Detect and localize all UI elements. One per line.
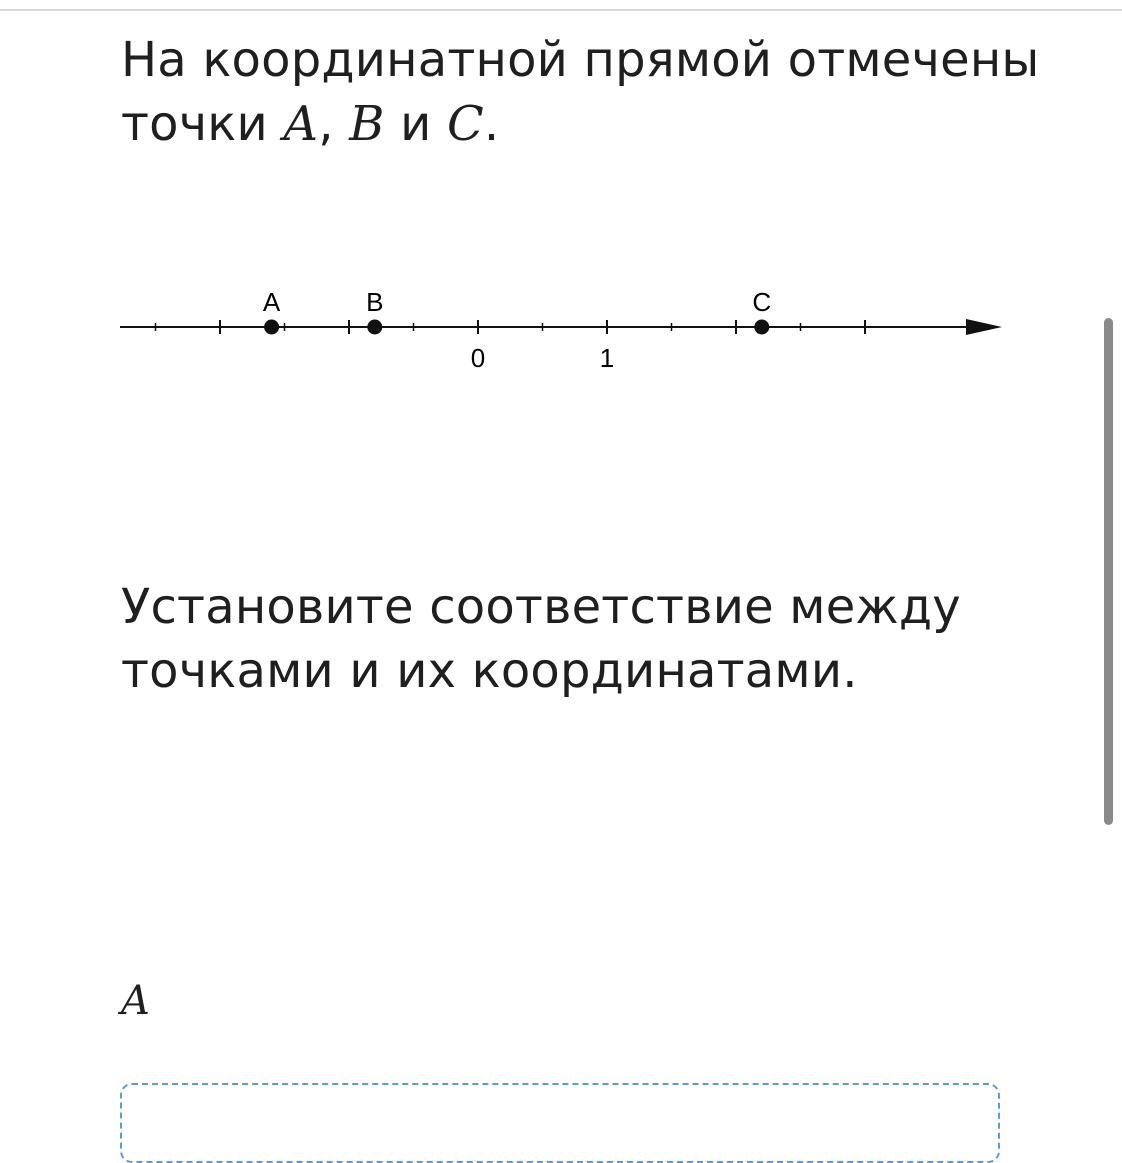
point-a-math: A bbox=[283, 96, 319, 152]
intro-text: На координатной прямой отмечены точки bbox=[121, 32, 1040, 152]
tick-label-zero: 0 bbox=[470, 343, 486, 373]
point-a-dot bbox=[264, 320, 279, 335]
comma: , bbox=[318, 96, 350, 152]
point-b-label: B bbox=[366, 287, 384, 317]
point-c-label: C bbox=[752, 287, 772, 317]
point-c-math: C bbox=[446, 96, 484, 152]
period: . bbox=[483, 96, 500, 152]
and-text: и bbox=[384, 96, 447, 152]
question-text bbox=[121, 28, 1081, 156]
match-item-label: A bbox=[121, 978, 150, 1024]
point-c-dot bbox=[754, 320, 769, 335]
tick-label-one: 1 bbox=[599, 343, 615, 373]
point-b-math: B bbox=[349, 96, 385, 152]
axis-arrow bbox=[966, 319, 1002, 335]
number-line bbox=[116, 280, 1016, 380]
answer-drop-zone[interactable] bbox=[120, 1083, 1000, 1163]
top-divider bbox=[0, 9, 1122, 11]
point-a-label: A bbox=[262, 287, 281, 317]
instruction-text: Установите соответствие между точками и их координатами. bbox=[121, 579, 961, 699]
scrollbar-thumb[interactable] bbox=[1104, 318, 1113, 825]
point-b-dot bbox=[367, 320, 382, 335]
